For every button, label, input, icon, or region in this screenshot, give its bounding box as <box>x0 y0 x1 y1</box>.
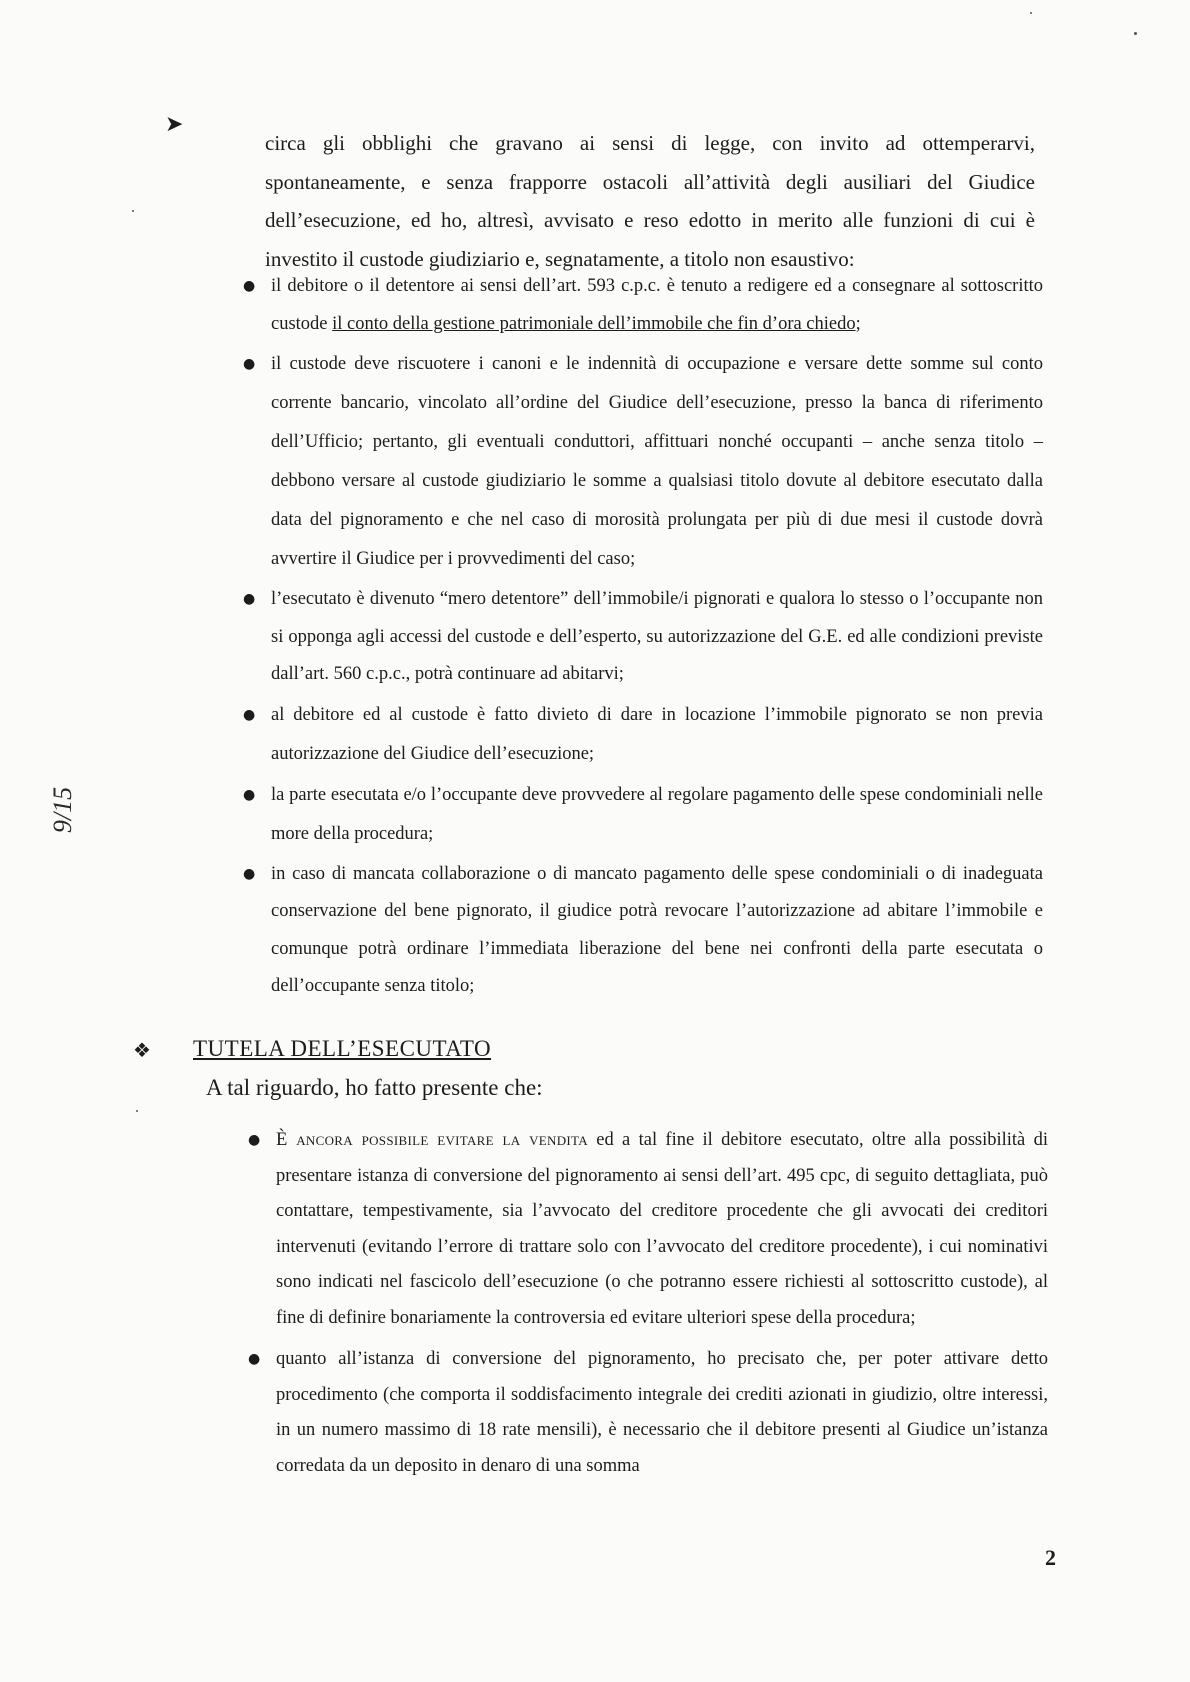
custodian-obligations-list <box>243 268 1043 1008</box>
emphasis-caps-text: È ancora possibile evitare la vendita <box>276 1130 588 1150</box>
bullet-icon: ● <box>243 706 256 723</box>
list-item-text: il custode deve riscuotere i canoni e le indennità di occupazione e versare dette somme sul conto corrente bancario, vincolato all’ordine del Giudice dell’esecuzione, presso la banca di riferimento dell’Ufficio; pertanto, gli eventuali conduttori, affittuari nonché occupanti – anche senza titolo – debbono versare al custode giudiziario le somme a qualsiasi titolo dovute al debitore esecutato dalla data del pignoramento e che nel caso di morosità prolungata per più di due mesi il custode dovrà avvertire il Giudice per i provvedimenti del caso; <box>271 354 1043 569</box>
arrow-bullet-icon: ➤ <box>165 112 184 137</box>
handwritten-page-annotation: 9/15 <box>48 786 78 834</box>
bullet-icon: ● <box>243 865 256 882</box>
bullet-icon: ● <box>248 1132 261 1148</box>
list-item <box>248 1342 1048 1484</box>
list-item-text: il debitore o il detentore ai sensi dell’art. 593 c.p.c. è tenuto a redigere ed a consegnare al sottoscritto custode <box>271 276 1043 334</box>
list-item <box>248 1123 1048 1336</box>
underlined-request-text: il conto della gestione patrimoniale dell’immobile che fin d’ora chiedo; <box>332 313 861 334</box>
list-item <box>243 581 1043 694</box>
list-item-text: quanto all’istanza di conversione del pignoramento, ho precisato che, per poter attivare detto procedimento (che comporta il soddisfacimento integrale dei crediti azionati in giudizio, oltre interessi, in un numero massimo di 18 rate mensili), è necessario che il debitore presenti al Giudice un’istanza corredata da un deposito in denaro di una somma <box>276 1349 1048 1476</box>
bullet-icon: ● <box>243 278 256 294</box>
list-item-text: in caso di mancata collaborazione o di mancato pagamento delle spese condominiali o di inadeguata conservazione del bene pignorato, il giudice potrà revocare l’autorizzazione ad abitare l’immobile e comunque potrà ordinare l’immediata liberazione del bene nei confronti della parte esecutata o dell’occupante senza titolo; <box>271 863 1043 996</box>
scan-speck <box>132 210 134 212</box>
list-item-text: ed a tal fine il debitore esecutato, oltre alla possibilità di presentare istanza di conversione del pignoramento ai sensi dell’art. 495 cpc, di seguito dettagliata, può contattare, tempestivamente, sia l’avvocato del creditore procedente che gli avvocati dei creditori intervenuti (evitando l’errore di trattare solo con l’avvocato del creditore procedente), i cui nominativi sono indicati nel fascicolo dell’esecuzione (o che potranno essere richiesti al sottoscritto custode), al fine di definire bonariamente la controversia ed evitare ulteriori spese della procedura; <box>276 1130 1048 1328</box>
section-intro: A tal riguardo, ho fatto presente che: <box>206 1075 543 1100</box>
bullet-icon: ● <box>243 591 256 607</box>
bullet-icon: ● <box>248 1351 261 1367</box>
page-number: 2 <box>1045 1545 1056 1570</box>
bullet-icon: ● <box>243 356 256 372</box>
list-item <box>243 696 1043 774</box>
debtor-protection-list <box>248 1123 1048 1490</box>
intro-paragraph: circa gli obblighi che gravano ai sensi di legge, con invito ad ottemperarvi, spontaneamente, e senza frapporre ostacoli all’attività degli ausiliari del Giudice dell’esecuzione, ed ho, altresì, avvisato e reso edotto in merito alle funzioni di cui è investito il custode giudiziario e, segnatamente, a titolo non esaustivo: <box>265 131 1035 271</box>
diamond-bullet-icon: ❖ <box>133 1038 151 1062</box>
bullet-icon: ● <box>243 786 256 803</box>
list-item-text: al debitore ed al custode è fatto divieto di dare in locazione l’immobile pignorato se non previa autorizzazione del Giudice dell’esecuzione; <box>271 704 1043 764</box>
scan-speck <box>136 1110 138 1112</box>
list-item <box>243 268 1043 343</box>
scan-speck <box>1030 12 1032 14</box>
scan-speck <box>1134 32 1137 35</box>
list-item <box>243 345 1043 579</box>
section-title: TUTELA DELL’ESECUTATO <box>193 1036 492 1061</box>
list-item-text: l’esecutato è divenuto “mero detentore” dell’immobile/i pignorati e qualora lo stesso o l’occupante non si opponga agli accessi del custode e dell’esperto, su autorizzazione del G.E. ed alle condizioni previste dall’art. 560 c.p.c., potrà continuare ad abitarvi; <box>271 589 1043 684</box>
list-item <box>243 776 1043 854</box>
list-item <box>243 856 1043 1006</box>
list-item-text: la parte esecutata e/o l’occupante deve provvedere al regolare pagamento delle spese condominiali nelle more della procedura; <box>271 784 1043 844</box>
